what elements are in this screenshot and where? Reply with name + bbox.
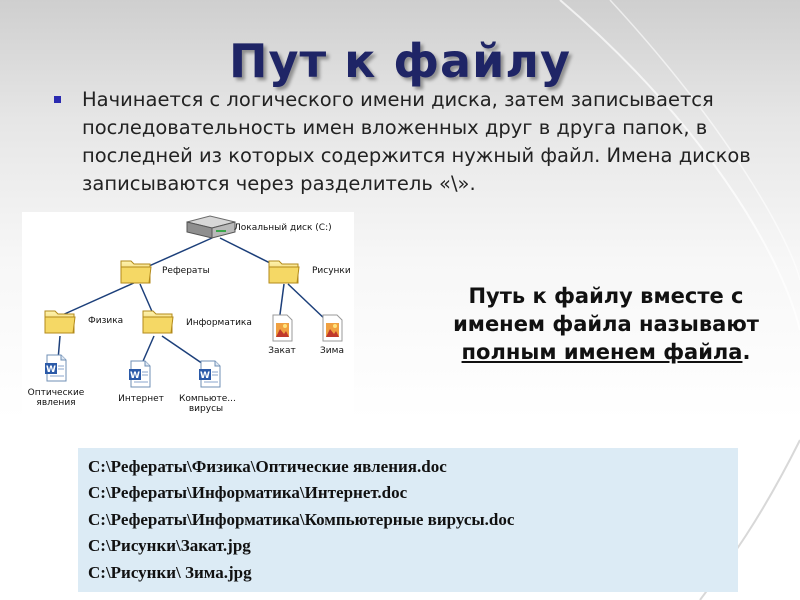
folder-icon — [269, 261, 299, 283]
full-name-callout — [420, 282, 792, 366]
callout-line-2: именем файла называют — [453, 312, 759, 336]
drive-label: Локальный диск (C:) — [234, 223, 332, 233]
folder-label-referaty: Рефераты — [162, 266, 210, 276]
callout-line-3 — [420, 338, 792, 366]
folder-icon — [143, 311, 173, 333]
slide-title: Пут к файлу — [229, 34, 571, 88]
path-line: C:\Рисунки\ Зима.jpg — [88, 562, 252, 582]
image-file-icon — [273, 315, 292, 341]
file-label-virusy: Компьюте... вирусы — [179, 394, 236, 414]
hard-drive-icon — [187, 216, 235, 238]
folder-label-informatika: Информатика — [186, 318, 252, 328]
path-line: C:\Рефераты\Информатика\Интернет.doc — [88, 483, 408, 503]
word-document-icon — [199, 361, 220, 387]
word-document-icon — [129, 361, 150, 387]
file-label-internet: Интернет — [118, 394, 164, 404]
folder-icon — [45, 311, 75, 333]
path-line: C:\Рефераты\Физика\Оптические явления.doc — [88, 457, 447, 476]
image-file-icon — [323, 315, 342, 341]
callout-line-1: Путь к файлу вместе с — [468, 284, 744, 308]
callout-underlined-term: полным именем файла — [461, 340, 743, 364]
bullet-text: Начинается с логического имени диска, затем записывается последовательность имен вложенных друг в друга папок, в последней из которых содержится нужный файл. Имена дисков записываются через разделитель «\». — [82, 88, 751, 195]
path-line: C:\Рефераты\Информатика\Компьютерные вирусы.doc — [88, 509, 515, 529]
file-label-opticheskie: Оптические явления — [27, 388, 85, 408]
bullet-marker-icon — [54, 96, 61, 103]
folder-label-fizika: Физика — [88, 316, 124, 326]
path-line: C:\Рисунки\Закат.jpg — [88, 536, 251, 556]
folder-icon — [121, 261, 151, 283]
folder-label-risunki: Рисунки — [312, 266, 351, 276]
word-document-icon — [45, 355, 66, 381]
full-path-examples — [78, 448, 738, 592]
file-label-zima: Зима — [320, 346, 344, 356]
folder-tree-diagram — [22, 212, 354, 432]
file-label-zakat: Закат — [268, 346, 296, 356]
callout-period: . — [742, 340, 751, 364]
